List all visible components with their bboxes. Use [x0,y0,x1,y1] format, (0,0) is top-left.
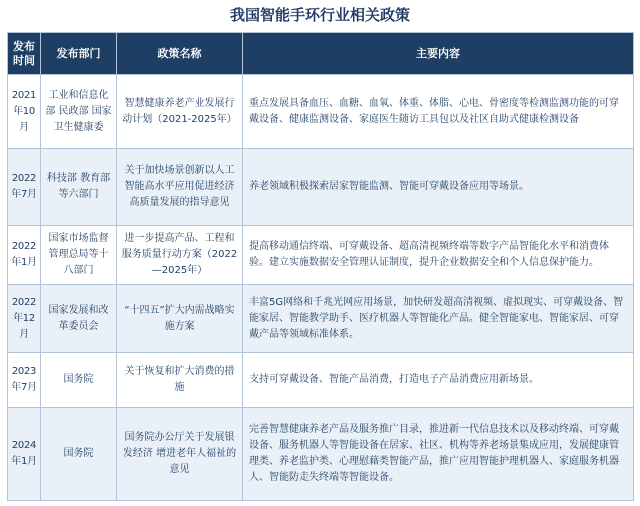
page-title: 我国智能手环行业相关政策 [229,6,410,24]
table-row [8,408,634,501]
header-content: 主要内容 [243,33,634,75]
cell-time: 2024年1月 [8,408,41,501]
cell-dept: 国务院 [41,353,117,408]
cell-content: 养老领域积极探索居家智能监测、智能可穿戴设备应用等场景。 [243,149,634,226]
cell-content: 完善智慧健康养老产品及服务推广目录，推进新一代信息技术以及移动终端、可穿戴设备、服务机器人等智能设备在居家、社区、机构等养老场景集成应用，发展健康管理类、养老监护类、心理慰藉类智能产品，推广应用智能护理机器人、家庭服务机器人、智能防走失终端等智能设备。 [243,408,634,501]
cell-name: 关于恢复和扩大消费的措施 [117,353,243,408]
cell-content: 提高移动通信终端、可穿戴设备、超高清视频终端等数字产品智能化水平和消费体验。建立实施数据安全管理认证制度，提升企业数据安全和个人信息保护能力。 [243,226,634,285]
cell-time: 2022年1月 [8,226,41,285]
table-row [8,149,634,226]
header-time: 发布时间 [8,33,41,75]
table-row [8,226,634,285]
cell-name: 关于加快场景创新以人工智能高水平应用促进经济高质量发展的指导意见 [117,149,243,226]
cell-content: 丰富5G网络和千兆光网应用场景，加快研发超高清视频、虚拟现实、可穿戴设备、智能家居、智能教学助手、医疗机器人等智能化产品。健全智能家电、智能家居、可穿戴产品等领域标准体系。 [243,285,634,353]
cell-dept: 国家发展和改革委员会 [41,285,117,353]
cell-time: 2021年10月 [8,75,41,149]
cell-dept: 国务院 [41,408,117,501]
cell-dept: 科技部 教育部等六部门 [41,149,117,226]
cell-time: 2022年7月 [8,149,41,226]
cell-time: 2022年12月 [8,285,41,353]
cell-content: 重点发展具备血压、血糖、血氧、体重、体脂、心电、骨密度等检测监测功能的可穿戴设备、健康监测设备、家庭医生随访工具包以及社区自助式健康检测设备 [243,75,634,149]
table-row [8,353,634,408]
cell-name: “十四五”扩大内需战略实施方案 [117,285,243,353]
cell-dept: 工业和信息化部 民政部 国家卫生健康委 [41,75,117,149]
cell-content: 支持可穿戴设备、智能产品消费，打造电子产品消费应用新场景。 [243,353,634,408]
cell-name: 智慧健康养老产业发展行动计划（2021-2025年） [117,75,243,149]
header-name: 政策名称 [117,33,243,75]
cell-time: 2023年7月 [8,353,41,408]
cell-dept: 国家市场监督管理总局等十八部门 [41,226,117,285]
policy-table [7,32,634,501]
header-dept: 发布部门 [41,33,117,75]
cell-name: 进一步提高产品、工程和服务质量行动方案（2022—2025年） [117,226,243,285]
cell-name: 国务院办公厅关于发展银发经济 增进老年人福祉的意见 [117,408,243,501]
table-row [8,285,634,353]
table-row [8,75,634,149]
table-header-row [8,33,634,75]
